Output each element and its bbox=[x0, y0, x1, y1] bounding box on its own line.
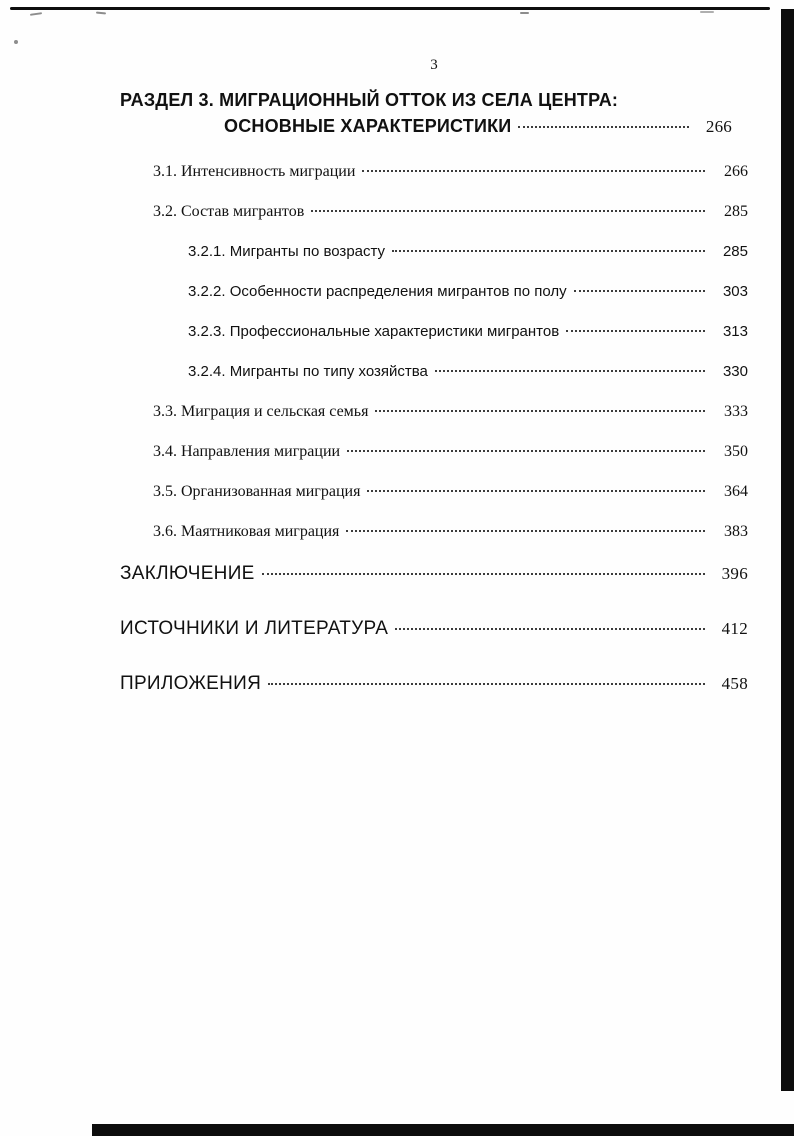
scan-smudge bbox=[520, 12, 529, 14]
toc-entry-page: 396 bbox=[721, 564, 748, 583]
toc-entry-label: 3.6. Маятниковая миграция bbox=[153, 523, 340, 540]
toc-entry-label: 3.2.2. Особенности распределения мигрантов по полу bbox=[188, 283, 567, 300]
toc-entry-page: 285 bbox=[724, 203, 748, 220]
scan-smudge bbox=[14, 40, 18, 44]
toc-entry-label: ПРИЛОЖЕНИЯ bbox=[120, 673, 262, 694]
scan-edge-top bbox=[10, 7, 770, 10]
toc-entry-label: ИСТОЧНИКИ И ЛИТЕРАТУРА bbox=[120, 618, 389, 639]
dot-leader bbox=[347, 450, 705, 452]
toc-entry bbox=[153, 482, 748, 501]
scan-edge-bottom bbox=[92, 1124, 794, 1136]
page-number: 3 bbox=[430, 57, 438, 73]
toc-entry-label: 3.4. Направления миграции bbox=[153, 443, 341, 460]
toc-entry-page: 266 bbox=[724, 163, 748, 180]
toc-entry-label: 3.1. Интенсивность миграции bbox=[153, 163, 356, 180]
dot-leader bbox=[375, 410, 705, 412]
toc-entry-label: 3.2. Состав мигрантов bbox=[153, 203, 305, 220]
toc-entry-page: 350 bbox=[724, 443, 748, 460]
toc-entry bbox=[188, 282, 748, 301]
toc-entry-page: 458 bbox=[721, 674, 748, 693]
dot-leader bbox=[392, 250, 705, 252]
toc-entry bbox=[188, 322, 748, 341]
toc-entry bbox=[188, 362, 748, 381]
toc-entry bbox=[120, 562, 748, 585]
dot-leader bbox=[362, 170, 705, 172]
dot-leader bbox=[268, 683, 705, 685]
toc-entry-label: 3.5. Организованная миграция bbox=[153, 483, 361, 500]
toc-entry bbox=[120, 672, 748, 695]
toc-entry-label: ЗАКЛЮЧЕНИЕ bbox=[120, 563, 255, 584]
section-heading-line1: РАЗДЕЛ 3. МИГРАЦИОННЫЙ ОТТОК ИЗ СЕЛА ЦЕНТРА: bbox=[120, 90, 619, 110]
toc-entry-label: 3.2.1. Мигранты по возрасту bbox=[188, 243, 386, 260]
toc-entries bbox=[120, 162, 748, 541]
toc-entry-page: 303 bbox=[722, 283, 748, 300]
section-heading-page: 266 bbox=[705, 117, 732, 136]
toc-entry-page: 330 bbox=[722, 363, 748, 380]
toc-entry-label: 3.2.3. Профессиональные характеристики мигрантов bbox=[188, 323, 560, 340]
dot-leader bbox=[574, 290, 705, 292]
section-heading-line2-row bbox=[120, 113, 748, 140]
scan-edge-right bbox=[781, 9, 794, 1091]
toc-entry bbox=[120, 617, 748, 640]
dot-leader bbox=[395, 628, 705, 630]
dot-leader bbox=[435, 370, 705, 372]
section-heading-line2: ОСНОВНЫЕ ХАРАКТЕРИСТИКИ bbox=[224, 116, 512, 136]
dot-leader bbox=[346, 530, 705, 532]
toc-entry-page: 364 bbox=[724, 483, 748, 500]
dot-leader bbox=[262, 573, 705, 575]
toc-entry-page: 285 bbox=[722, 243, 748, 260]
toc-entry-label: 3.2.4. Мигранты по типу хозяйства bbox=[188, 363, 428, 380]
toc-entry bbox=[153, 162, 748, 181]
toc-content bbox=[120, 56, 748, 727]
scan-smudge bbox=[96, 11, 106, 14]
toc-entry-page: 313 bbox=[722, 323, 748, 340]
dot-leader bbox=[311, 210, 705, 212]
dot-leader bbox=[518, 126, 689, 128]
toc-entry bbox=[188, 242, 748, 261]
dot-leader bbox=[367, 490, 705, 492]
scan-smudge bbox=[30, 12, 42, 16]
dot-leader bbox=[566, 330, 705, 332]
scan-smudge bbox=[700, 11, 714, 13]
toc-entry bbox=[153, 522, 748, 541]
toc-entry-label: 3.3. Миграция и сельская семья bbox=[153, 403, 369, 420]
toc-entry-page: 383 bbox=[724, 523, 748, 540]
toc-entry bbox=[153, 402, 748, 421]
toc-entry-page: 412 bbox=[721, 619, 748, 638]
section-heading bbox=[120, 87, 748, 140]
toc-entry bbox=[153, 202, 748, 221]
toc-entry bbox=[153, 442, 748, 461]
toc-entry-page: 333 bbox=[724, 403, 748, 420]
toc-back-matter bbox=[120, 562, 748, 695]
